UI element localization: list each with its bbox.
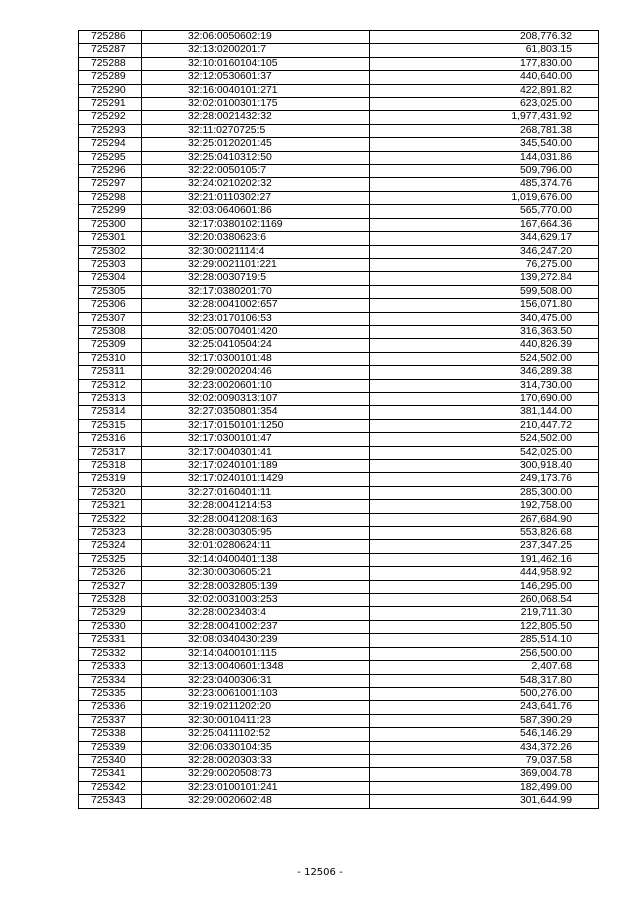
- table-row: [79, 486, 599, 499]
- table-row: [79, 218, 599, 231]
- record-id-cell: 725309: [79, 339, 142, 352]
- table-row: [79, 98, 599, 111]
- record-id-cell: 725307: [79, 312, 142, 325]
- amount-cell: 440,826.39: [370, 339, 599, 352]
- record-id-cell: 725342: [79, 781, 142, 794]
- record-id-cell: 725288: [79, 57, 142, 70]
- table-row: [79, 272, 599, 285]
- record-id-cell: 725324: [79, 540, 142, 553]
- record-id-cell: 725316: [79, 433, 142, 446]
- amount-cell: 565,770.00: [370, 205, 599, 218]
- record-id-cell: 725303: [79, 258, 142, 271]
- table-row: [79, 728, 599, 741]
- amount-cell: 344,629.17: [370, 232, 599, 245]
- record-id-cell: 725295: [79, 151, 142, 164]
- table-row: [79, 446, 599, 459]
- cadastral-number-cell: 32:03:0640601:86: [142, 205, 370, 218]
- record-id-cell: 725343: [79, 795, 142, 808]
- table-row: [79, 325, 599, 338]
- table-row: [79, 312, 599, 325]
- record-id-cell: 725290: [79, 84, 142, 97]
- record-id-cell: 725294: [79, 138, 142, 151]
- amount-cell: 79,037.58: [370, 754, 599, 767]
- cadastral-number-cell: 32:17:0240101:1429: [142, 473, 370, 486]
- table-row: [79, 647, 599, 660]
- page-number: - 12506 -: [297, 867, 343, 878]
- cadastral-number-cell: 32:28:0041002:237: [142, 620, 370, 633]
- table-row: [79, 57, 599, 70]
- amount-cell: 422,891.82: [370, 84, 599, 97]
- amount-cell: 170,690.00: [370, 392, 599, 405]
- record-id-cell: 725333: [79, 661, 142, 674]
- table-row: [79, 44, 599, 57]
- amount-cell: 524,502.00: [370, 352, 599, 365]
- table-row: [79, 392, 599, 405]
- table-row: [79, 513, 599, 526]
- cadastral-number-cell: 32:29:0020602:48: [142, 795, 370, 808]
- cadastral-number-cell: 32:28:0030305:95: [142, 527, 370, 540]
- record-id-cell: 725311: [79, 366, 142, 379]
- record-id-cell: 725301: [79, 232, 142, 245]
- amount-cell: 599,508.00: [370, 285, 599, 298]
- amount-cell: 191,462.16: [370, 553, 599, 566]
- cadastral-number-cell: 32:30:0030605:21: [142, 567, 370, 580]
- record-id-cell: 725289: [79, 71, 142, 84]
- table-row: [79, 661, 599, 674]
- record-id-cell: 725302: [79, 245, 142, 258]
- amount-cell: 182,499.00: [370, 781, 599, 794]
- cadastral-number-cell: 32:20:0380623:6: [142, 232, 370, 245]
- table-row: [79, 620, 599, 633]
- record-id-cell: 725312: [79, 379, 142, 392]
- table-row: [79, 124, 599, 137]
- amount-cell: 369,004.78: [370, 768, 599, 781]
- amount-cell: 144,031.86: [370, 151, 599, 164]
- amount-cell: 208,776.32: [370, 31, 599, 44]
- record-id-cell: 725322: [79, 513, 142, 526]
- table-row: [79, 111, 599, 124]
- table-row: [79, 258, 599, 271]
- amount-cell: 440,640.00: [370, 71, 599, 84]
- amount-cell: 346,247.20: [370, 245, 599, 258]
- cadastral-number-cell: 32:28:0023403:4: [142, 607, 370, 620]
- record-id-cell: 725298: [79, 191, 142, 204]
- table-row: [79, 607, 599, 620]
- record-id-cell: 725323: [79, 527, 142, 540]
- cadastral-number-cell: 32:02:0031003:253: [142, 594, 370, 607]
- table-row: [79, 460, 599, 473]
- record-id-cell: 725310: [79, 352, 142, 365]
- cadastral-number-cell: 32:28:0020303:33: [142, 754, 370, 767]
- table-row: [79, 245, 599, 258]
- cadastral-number-cell: 32:13:0040601:1348: [142, 661, 370, 674]
- cadastral-number-cell: 32:16:0040101:271: [142, 84, 370, 97]
- amount-cell: 524,502.00: [370, 433, 599, 446]
- document-table-container: [78, 30, 598, 809]
- cadastral-number-cell: 32:10:0160104:105: [142, 57, 370, 70]
- amount-cell: 260,068.54: [370, 594, 599, 607]
- cadastral-number-cell: 32:08:0340430:239: [142, 634, 370, 647]
- amount-cell: 139,272.84: [370, 272, 599, 285]
- table-row: [79, 701, 599, 714]
- amount-cell: 300,918.40: [370, 460, 599, 473]
- amount-cell: 122,805.50: [370, 620, 599, 633]
- table-row: [79, 165, 599, 178]
- record-id-cell: 725299: [79, 205, 142, 218]
- record-id-cell: 725293: [79, 124, 142, 137]
- cadastral-number-cell: 32:17:0380102:1169: [142, 218, 370, 231]
- table-row: [79, 299, 599, 312]
- cadastral-number-cell: 32:23:0061001:103: [142, 687, 370, 700]
- amount-cell: 345,540.00: [370, 138, 599, 151]
- table-row: [79, 366, 599, 379]
- amount-cell: 243,641.76: [370, 701, 599, 714]
- record-id-cell: 725317: [79, 446, 142, 459]
- cadastral-number-cell: 32:01:0280624:11: [142, 540, 370, 553]
- table-row: [79, 339, 599, 352]
- record-id-cell: 725335: [79, 687, 142, 700]
- cadastral-number-cell: 32:28:0021432:32: [142, 111, 370, 124]
- table-body: [79, 31, 599, 809]
- cadastral-number-cell: 32:29:0020508:73: [142, 768, 370, 781]
- cadastral-number-cell: 32:25:0411102:52: [142, 728, 370, 741]
- table-row: [79, 540, 599, 553]
- cadastral-number-cell: 32:28:0030719:5: [142, 272, 370, 285]
- record-id-cell: 725341: [79, 768, 142, 781]
- cadastral-number-cell: 32:14:0400401:138: [142, 553, 370, 566]
- table-row: [79, 151, 599, 164]
- table-row: [79, 84, 599, 97]
- record-id-cell: 725332: [79, 647, 142, 660]
- cadastral-number-cell: 32:25:0410504:24: [142, 339, 370, 352]
- table-row: [79, 419, 599, 432]
- cadastral-number-cell: 32:30:0021114:4: [142, 245, 370, 258]
- amount-cell: 167,664.36: [370, 218, 599, 231]
- table-row: [79, 31, 599, 44]
- table-row: [79, 553, 599, 566]
- record-id-cell: 725336: [79, 701, 142, 714]
- record-id-cell: 725304: [79, 272, 142, 285]
- record-id-cell: 725325: [79, 553, 142, 566]
- cadastral-number-cell: 32:06:0050602:19: [142, 31, 370, 44]
- amount-cell: 546,146.29: [370, 728, 599, 741]
- record-id-cell: 725318: [79, 460, 142, 473]
- amount-cell: 1,977,431.92: [370, 111, 599, 124]
- amount-cell: 485,374.76: [370, 178, 599, 191]
- cadastral-number-cell: 32:13:0200201:7: [142, 44, 370, 57]
- amount-cell: 434,372.26: [370, 741, 599, 754]
- cadastral-number-cell: 32:25:0410312:50: [142, 151, 370, 164]
- cadastral-number-cell: 32:23:0100101:241: [142, 781, 370, 794]
- cadastral-number-cell: 32:02:0100301:175: [142, 98, 370, 111]
- table-row: [79, 433, 599, 446]
- amount-cell: 553,826.68: [370, 527, 599, 540]
- cadastral-number-cell: 32:30:0010411:23: [142, 714, 370, 727]
- record-id-cell: 725339: [79, 741, 142, 754]
- amount-cell: 76,275.00: [370, 258, 599, 271]
- amount-cell: 1,019,676.00: [370, 191, 599, 204]
- table-row: [79, 687, 599, 700]
- amount-cell: 444,958.92: [370, 567, 599, 580]
- record-id-cell: 725292: [79, 111, 142, 124]
- table-row: [79, 178, 599, 191]
- amount-cell: 301,644.99: [370, 795, 599, 808]
- table-row: [79, 205, 599, 218]
- amount-cell: 509,796.00: [370, 165, 599, 178]
- cadastral-number-cell: 32:28:0041214:53: [142, 500, 370, 513]
- record-id-cell: 725340: [79, 754, 142, 767]
- amount-cell: 61,803.15: [370, 44, 599, 57]
- record-id-cell: 725287: [79, 44, 142, 57]
- amount-cell: 587,390.29: [370, 714, 599, 727]
- amount-cell: 177,830.00: [370, 57, 599, 70]
- record-id-cell: 725314: [79, 406, 142, 419]
- record-id-cell: 725319: [79, 473, 142, 486]
- cadastral-number-cell: 32:24:0210202:32: [142, 178, 370, 191]
- record-id-cell: 725291: [79, 98, 142, 111]
- cadastral-number-cell: 32:17:0240101:189: [142, 460, 370, 473]
- amount-cell: 548,317.80: [370, 674, 599, 687]
- cadastral-number-cell: 32:02:0090313:107: [142, 392, 370, 405]
- cadastral-number-cell: 32:14:0400101:115: [142, 647, 370, 660]
- cadastral-number-cell: 32:29:0021101:221: [142, 258, 370, 271]
- record-id-cell: 725286: [79, 31, 142, 44]
- record-id-cell: 725296: [79, 165, 142, 178]
- cadastral-number-cell: 32:17:0380201:70: [142, 285, 370, 298]
- record-id-cell: 725308: [79, 325, 142, 338]
- table-row: [79, 741, 599, 754]
- amount-cell: 314,730.00: [370, 379, 599, 392]
- table-row: [79, 674, 599, 687]
- cadastral-number-cell: 32:28:0032805:139: [142, 580, 370, 593]
- cadastral-number-cell: 32:11:0270725:5: [142, 124, 370, 137]
- record-id-cell: 725321: [79, 500, 142, 513]
- record-id-cell: 725320: [79, 486, 142, 499]
- cadastral-number-cell: 32:27:0160401:11: [142, 486, 370, 499]
- table-row: [79, 138, 599, 151]
- amount-cell: 542,025.00: [370, 446, 599, 459]
- amount-cell: 249,173.76: [370, 473, 599, 486]
- table-row: [79, 352, 599, 365]
- cadastral-number-cell: 32:06:0330104:35: [142, 741, 370, 754]
- amount-cell: 340,475.00: [370, 312, 599, 325]
- amount-cell: 156,071.80: [370, 299, 599, 312]
- record-id-cell: 725329: [79, 607, 142, 620]
- table-row: [79, 594, 599, 607]
- table-row: [79, 406, 599, 419]
- record-id-cell: 725331: [79, 634, 142, 647]
- table-row: [79, 795, 599, 808]
- record-id-cell: 725315: [79, 419, 142, 432]
- record-id-cell: 725327: [79, 580, 142, 593]
- amount-cell: 210,447.72: [370, 419, 599, 432]
- cadastral-number-cell: 32:25:0120201:45: [142, 138, 370, 151]
- table-row: [79, 379, 599, 392]
- table-row: [79, 232, 599, 245]
- cadastral-number-cell: 32:28:0041208:163: [142, 513, 370, 526]
- amount-cell: 500,276.00: [370, 687, 599, 700]
- amount-cell: 623,025.00: [370, 98, 599, 111]
- record-id-cell: 725300: [79, 218, 142, 231]
- record-id-cell: 725338: [79, 728, 142, 741]
- cadastral-number-cell: 32:19:0211202:20: [142, 701, 370, 714]
- amount-cell: 346,289.38: [370, 366, 599, 379]
- cadastral-table: [78, 30, 599, 809]
- table-row: [79, 71, 599, 84]
- amount-cell: 268,781.38: [370, 124, 599, 137]
- cadastral-number-cell: 32:23:0400306:31: [142, 674, 370, 687]
- table-row: [79, 191, 599, 204]
- cadastral-number-cell: 32:12:0530601:37: [142, 71, 370, 84]
- cadastral-number-cell: 32:17:0300101:48: [142, 352, 370, 365]
- table-row: [79, 634, 599, 647]
- record-id-cell: 725306: [79, 299, 142, 312]
- amount-cell: 381,144.00: [370, 406, 599, 419]
- cadastral-number-cell: 32:29:0020204:46: [142, 366, 370, 379]
- table-row: [79, 473, 599, 486]
- table-row: [79, 714, 599, 727]
- record-id-cell: 725326: [79, 567, 142, 580]
- cadastral-number-cell: 32:28:0041002:657: [142, 299, 370, 312]
- record-id-cell: 725305: [79, 285, 142, 298]
- cadastral-number-cell: 32:17:0150101:1250: [142, 419, 370, 432]
- table-row: [79, 567, 599, 580]
- table-row: [79, 500, 599, 513]
- amount-cell: 2,407.68: [370, 661, 599, 674]
- amount-cell: 237,347.25: [370, 540, 599, 553]
- cadastral-number-cell: 32:17:0300101:47: [142, 433, 370, 446]
- table-row: [79, 527, 599, 540]
- amount-cell: 146,295.00: [370, 580, 599, 593]
- table-row: [79, 781, 599, 794]
- record-id-cell: 725337: [79, 714, 142, 727]
- amount-cell: 256,500.00: [370, 647, 599, 660]
- cadastral-number-cell: 32:05:0070401:420: [142, 325, 370, 338]
- amount-cell: 267,684.90: [370, 513, 599, 526]
- cadastral-number-cell: 32:17:0040301:41: [142, 446, 370, 459]
- amount-cell: 285,300.00: [370, 486, 599, 499]
- record-id-cell: 725297: [79, 178, 142, 191]
- table-row: [79, 768, 599, 781]
- table-row: [79, 580, 599, 593]
- record-id-cell: 725334: [79, 674, 142, 687]
- cadastral-number-cell: 32:21:0110302:27: [142, 191, 370, 204]
- record-id-cell: 725313: [79, 392, 142, 405]
- table-row: [79, 285, 599, 298]
- record-id-cell: 725330: [79, 620, 142, 633]
- cadastral-number-cell: 32:23:0020601:10: [142, 379, 370, 392]
- amount-cell: 192,758.00: [370, 500, 599, 513]
- table-row: [79, 754, 599, 767]
- cadastral-number-cell: 32:27:0350801:354: [142, 406, 370, 419]
- record-id-cell: 725328: [79, 594, 142, 607]
- cadastral-number-cell: 32:22:0050105:7: [142, 165, 370, 178]
- amount-cell: 285,514.10: [370, 634, 599, 647]
- cadastral-number-cell: 32:23:0170106:53: [142, 312, 370, 325]
- amount-cell: 316,363.50: [370, 325, 599, 338]
- amount-cell: 219,711.30: [370, 607, 599, 620]
